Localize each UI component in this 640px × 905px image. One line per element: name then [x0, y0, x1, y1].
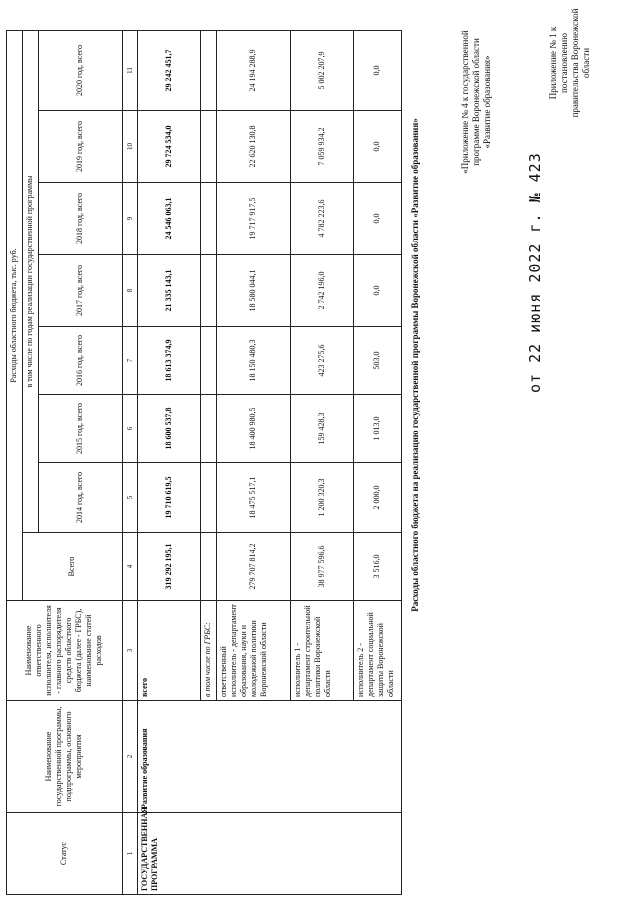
col-num: 10 [122, 111, 138, 183]
col-num: 8 [122, 255, 138, 327]
year-value: 4 782 223,6 [290, 183, 353, 255]
column-numbers-row [122, 30, 138, 894]
year-value: 19 710 619,5 [138, 463, 201, 533]
row-label: ответственный исполнитель - департамент образования, науки и молодежной политики Воронежской области [217, 601, 291, 701]
year-value: 0,0 [353, 111, 401, 183]
year-value: 2 742 196,0 [290, 255, 353, 327]
total-value: 3 516,0 [353, 533, 401, 601]
col-num: 4 [122, 533, 138, 601]
row-label: исполнитель 2 - департамент социальной защиты Воронежской области [353, 601, 401, 701]
year-value: 18 600 537,8 [138, 395, 201, 463]
year-value: 24 194 288,9 [217, 30, 291, 110]
col-num: 11 [122, 30, 138, 110]
year-value: 0,0 [353, 30, 401, 110]
header-year: 2020 год, всего [38, 30, 122, 110]
year-value: 7 059 934,2 [290, 111, 353, 183]
year-value: 1 200 320,3 [290, 463, 353, 533]
year-value: 2 000,0 [353, 463, 401, 533]
col-num: 1 [122, 813, 138, 895]
header-name: Наименование государственной программы, подпрограммы, основного мероприятия [7, 701, 123, 813]
appendix-4-note: «Приложение № 4 к государственной программе Воронежской области «Развитие образования» [460, 30, 492, 174]
year-value: 18 613 374,9 [138, 327, 201, 395]
header-year: 2017 год, всего [38, 255, 122, 327]
header-year: 2015 год, всего [38, 395, 122, 463]
header-grbs: Наименование ответственного исполнителя, исполнителя - главного распорядителя средств областного бюджета (далее - ГРБС), наименование статей расходов [7, 601, 123, 701]
row-label: всего [138, 601, 201, 701]
col-num: 5 [122, 463, 138, 533]
program-name-cell: Развитие образования [138, 701, 402, 813]
year-value: 1 013,0 [353, 395, 401, 463]
year-value: 24 546 063,1 [138, 183, 201, 255]
header-by-year: в том числе по годам реализации государственной программы [22, 30, 38, 532]
year-value: 29 724 534,0 [138, 111, 201, 183]
total-value: 279 707 814,2 [217, 533, 291, 601]
year-value: 503,0 [353, 327, 401, 395]
year-value: 19 717 917,5 [217, 183, 291, 255]
year-value: 5 002 207,9 [290, 30, 353, 110]
header-budget: Расходы областного бюджета, тыс. руб. [7, 30, 23, 600]
year-value: 21 335 143,1 [138, 255, 201, 327]
year-value: 18 580 044,1 [217, 255, 291, 327]
header-year: 2016 год, всего [38, 327, 122, 395]
header-year: 2019 год, всего [38, 111, 122, 183]
document-title: Расходы областного бюджета на реализацию государственной программы Воронежской области «Развитие образования» [410, 118, 420, 612]
header-total: Всего [22, 533, 122, 601]
header-year: 2018 год, всего [38, 183, 122, 255]
year-value: 22 620 130,8 [217, 111, 291, 183]
row-label: исполнитель 1 - департамент строительной политики Воронежской области [290, 601, 353, 701]
year-value: 18 400 980,5 [217, 395, 291, 463]
order-stamp: от 22 июня 2022 г. № 423 [526, 152, 544, 393]
year-value: 159 428,3 [290, 395, 353, 463]
table-row [138, 30, 201, 894]
appendix-1-note: Приложение № 1 к постановлению правительства Воронежской области [548, 8, 591, 118]
year-value: 423 275,6 [290, 327, 353, 395]
year-value: 18 475 517,1 [217, 463, 291, 533]
status-cell: ГОСУДАРСТВЕННАЯ ПРОГРАММА [138, 813, 402, 895]
year-value: 0,0 [353, 183, 401, 255]
col-num: 7 [122, 327, 138, 395]
header-status: Статус [7, 813, 123, 895]
year-value: 0,0 [353, 255, 401, 327]
year-value: 29 242 451,7 [138, 30, 201, 110]
col-num: 2 [122, 701, 138, 813]
col-num: 3 [122, 601, 138, 701]
col-num: 6 [122, 395, 138, 463]
total-value: 38 977 596,6 [290, 533, 353, 601]
year-value: 18 150 480,3 [217, 327, 291, 395]
total-value: 319 292 195,1 [138, 533, 201, 601]
row-label: в том числе по ГРБС: [201, 601, 217, 701]
header-year: 2014 год, всего [38, 463, 122, 533]
col-num: 9 [122, 183, 138, 255]
expenses-table [6, 30, 402, 895]
